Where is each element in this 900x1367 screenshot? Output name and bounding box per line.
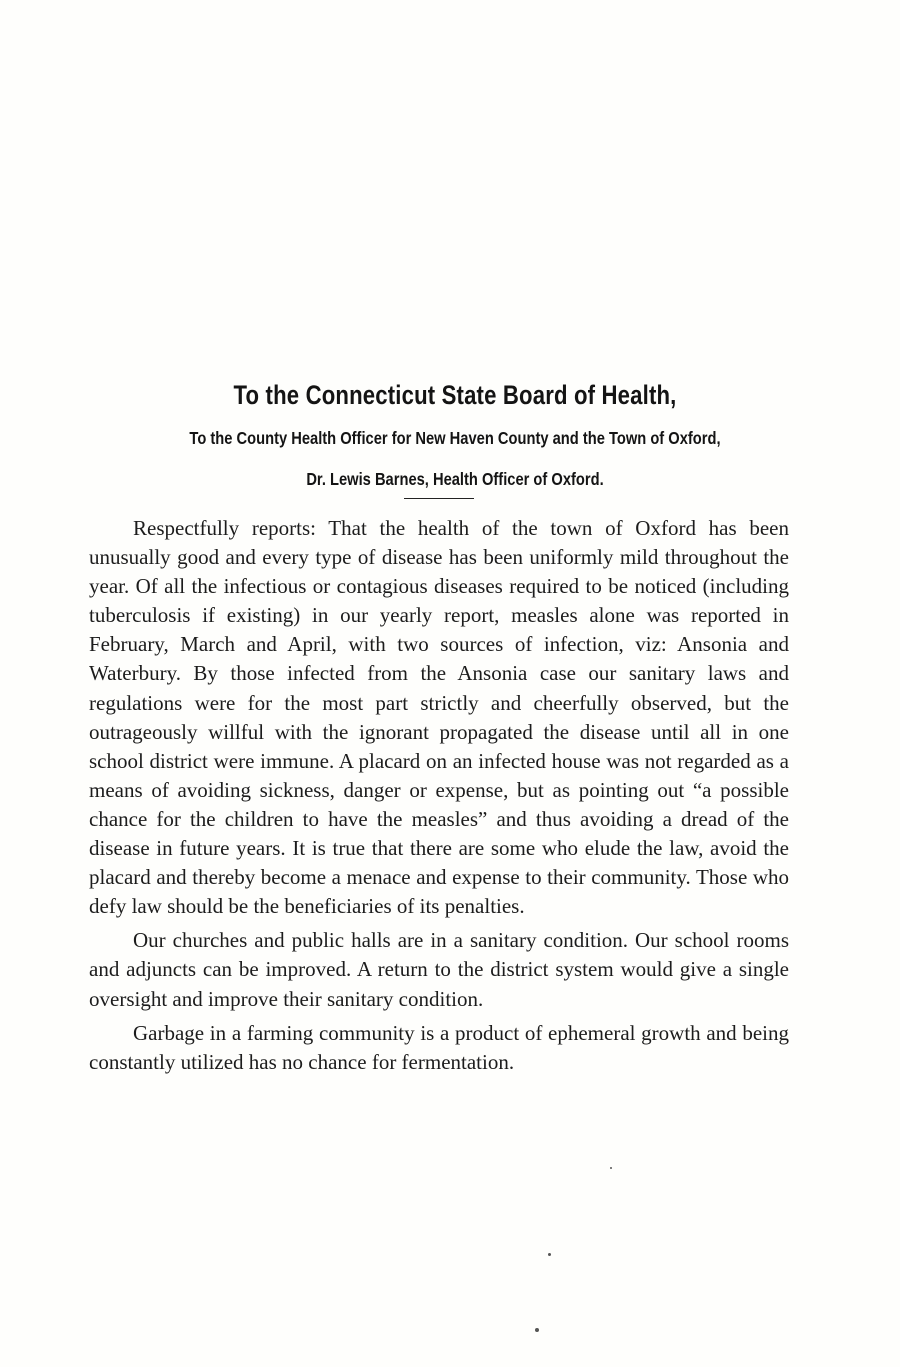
paragraph-3: Garbage in a farming community is a product of ephemeral growth and being constantly utilized has no chance for fermentation. [89,1020,789,1074]
report-body [89,514,789,1077]
paper-speck [610,1167,612,1169]
heading-divider [404,498,474,499]
page-title: To the Connecticut State Board of Health, [233,380,677,410]
paragraph-2: Our churches and public halls are in a sanitary condition. Our school rooms and adjuncts can be improved. A return to the district system would give a single oversight and improve their sanitary condition. [89,928,789,1011]
addressee-line-2: Dr. Lewis Barnes, Health Officer of Oxford. [306,469,604,489]
paper-speck [548,1253,551,1256]
paragraph-1: Respectfully reports: That the health of the town of Oxford has been unusually good and every type of disease has been uniformly mild throughout the year. Of all the infectious or contagious diseases required to be noticed (including tuberculosis if existing) in our yearly report, measles alone was reported in February, March and April, with two sources of infection, viz: Ansonia and Waterbury. By those infected from the Ansonia case our sanitary laws and regulations were for the most part strictly and cheerfully observed, but the outrageously willful with the ignorant propagated the disease until all in one school district were immune. A placard on an infected house was not regarded as a means of avoiding sickness, danger or expense, but as pointing out “a possible chance for the children to have the measles” and thus avoiding a dread of the disease in future years. It is true that there are some who elude the law, avoid the placard and thereby become a menace and expense to their community. Those who defy law should be the beneficiaries of its penalties. [89,516,789,919]
paper-speck [535,1328,539,1332]
addressee-line-1: To the County Health Officer for New Haven County and the Town of Oxford, [189,428,721,448]
